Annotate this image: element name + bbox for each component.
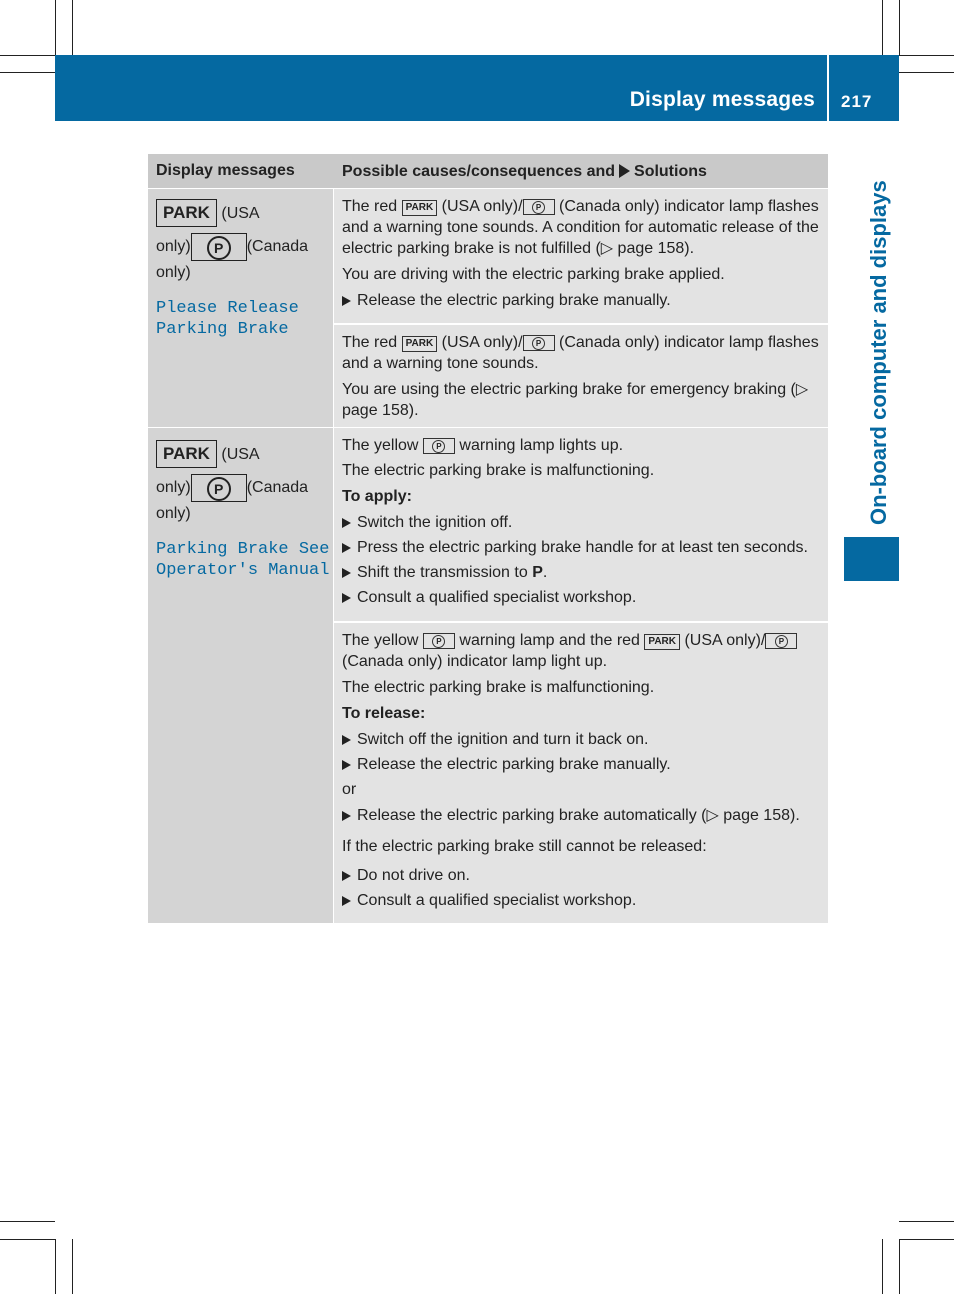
row1-display-text: Please Release Parking Brake [156, 299, 299, 339]
col-header-causes: Possible causes/consequences and Solutions [342, 163, 707, 180]
crop-mark [72, 1239, 73, 1294]
crop-mark [899, 0, 900, 55]
crop-mark [0, 55, 55, 56]
bullet-arrow-icon [342, 896, 351, 906]
row1-cause-b: The red PARK (USA only)/ P (Canada only) indicator lamp flashes and a warning tone sounds. You are using the electric parking brake for emergency braking (▷ page 158). [334, 325, 828, 427]
page-number: 217 [841, 92, 873, 111]
page-ref-arrow-icon: ▷ [600, 240, 614, 257]
park-indicator-icon: PARK [156, 199, 217, 227]
row2-message: PARK (USA only) P (Canada only) Parking Brake See Operator's Manual [156, 440, 331, 581]
list-item: Release the electric parking brake automatically (▷ page 158). [342, 805, 820, 826]
list-item: Consult a qualified specialist workshop. [342, 890, 820, 911]
crop-mark [899, 55, 954, 56]
bullet-arrow-icon [342, 296, 351, 306]
list-item: Shift the transmission to P. [342, 562, 820, 583]
crop-mark [55, 0, 56, 55]
crop-mark [0, 1221, 55, 1222]
bullet-arrow-icon [342, 593, 351, 603]
park-indicator-icon: PARK [156, 440, 217, 468]
bullet-arrow-icon [342, 518, 351, 528]
list-item: Consult a qualified specialist workshop. [342, 587, 820, 608]
list-item: Do not drive on. [342, 865, 820, 886]
page-ref-arrow-icon: ▷ [795, 381, 809, 398]
table-header [148, 154, 828, 188]
row2-display-text: Parking Brake See Operator's Manual [156, 540, 330, 580]
list-item: Release the electric parking brake manually. [342, 754, 820, 775]
row2-left-cell [148, 428, 333, 923]
page-header [55, 55, 899, 121]
row1-left-cell [148, 189, 333, 427]
row2-cause-b: The yellow P warning lamp and the red PARK (USA only)/ P (Canada only) indicator lamp light up. The electric parking brake is malfunctioning. To release: Switch off the ignition and turn it back on. Release the electric parking brake manually. or Release the electric parking brake automatically (▷ page 158). If the electric parking brake still cannot be released: Do not drive on. Consult a qualified specialist workshop. [334, 623, 828, 923]
crop-mark [55, 1239, 56, 1294]
side-tab-marker [844, 537, 899, 581]
crop-mark [0, 1239, 55, 1240]
parking-brake-icon: P [523, 335, 555, 351]
parking-brake-icon: P [423, 438, 455, 454]
bullet-arrow-icon [342, 543, 351, 553]
park-indicator-icon: PARK [402, 336, 438, 352]
parking-brake-icon: P [523, 199, 555, 215]
parking-brake-icon: P [423, 633, 455, 649]
crop-mark [899, 1239, 954, 1240]
bullet-arrow-icon [342, 871, 351, 881]
row2-cause-a: The yellow P warning lamp lights up. The electric parking brake is malfunctioning. To apply: Switch the ignition off. Press the electric parking brake handle for at least ten seconds. Shift the transmission to P. Consult a qualified specialist workshop. [334, 428, 828, 621]
crop-mark [882, 1239, 883, 1294]
bullet-arrow-icon [342, 735, 351, 745]
crop-mark [899, 1239, 900, 1294]
header-divider [827, 55, 829, 121]
parking-brake-icon: P [191, 474, 247, 502]
crop-mark [882, 0, 883, 55]
page-ref-arrow-icon: ▷ [706, 807, 719, 824]
list-item: Switch the ignition off. [342, 512, 820, 533]
list-item: Press the electric parking brake handle for at least ten seconds. [342, 537, 820, 558]
list-item: Switch off the ignition and turn it back on. [342, 729, 820, 750]
col-header-display-messages: Display messages [156, 162, 295, 179]
park-indicator-icon: PARK [402, 200, 438, 216]
bullet-arrow-icon [342, 811, 351, 821]
crop-mark [899, 72, 954, 73]
parking-brake-icon: P [765, 633, 797, 649]
bullet-arrow-icon [342, 568, 351, 578]
parking-brake-icon: P [191, 233, 247, 261]
crop-mark [899, 1221, 954, 1222]
row1-cause-a: The red PARK (USA only)/ P (Canada only) indicator lamp flashes and a warning tone sounds. A condition for automatic release of the electric parking brake is not fulfilled (▷ page 158). You are driving with the electric parking brake applied. Release the electric parking brake manually. [334, 189, 828, 323]
header-title: Display messages [629, 88, 815, 111]
crop-mark [0, 72, 55, 73]
park-indicator-icon: PARK [644, 634, 680, 650]
row1-message: PARK (USA only) P (Canada only) Please Release Parking Brake [156, 199, 331, 340]
side-tab-label: On-board computer and displays [866, 180, 891, 525]
list-item: Release the electric parking brake manually. [342, 290, 820, 311]
bullet-arrow-icon [342, 760, 351, 770]
crop-mark [72, 0, 73, 55]
triangle-arrow-icon [619, 164, 630, 178]
